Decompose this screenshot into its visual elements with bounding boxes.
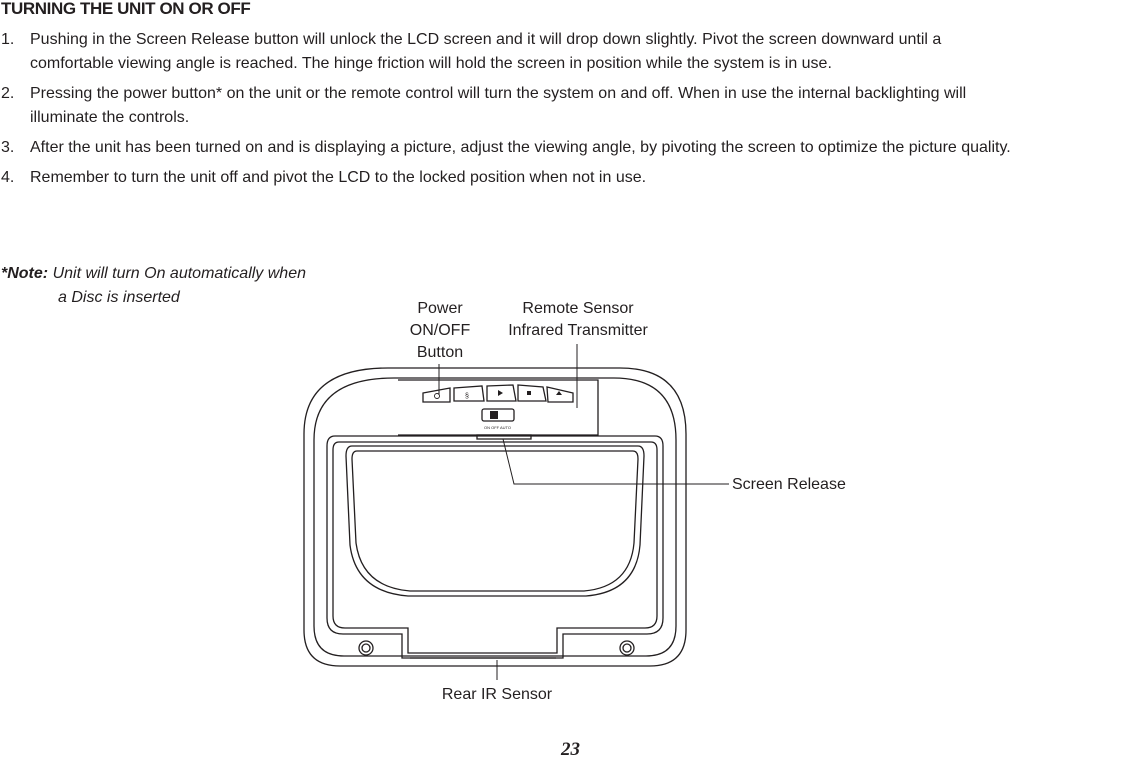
page-title: TURNING THE UNIT ON OR OFF <box>1 0 251 18</box>
note-line-2: a Disc is inserted <box>58 289 180 306</box>
step-number: 1. <box>1 31 15 48</box>
power-button <box>423 388 450 402</box>
screen-release-label: Screen Release <box>732 476 846 493</box>
step-text: After the unit has been turned on and is displaying a picture, adjust the viewing angle, by pivoting the screen to optimize the picture quality. <box>30 139 1011 156</box>
skip-button <box>454 386 484 401</box>
screen-frame-inner <box>333 442 657 653</box>
screen-frame <box>327 436 663 658</box>
note-label: *Note: <box>1 265 49 282</box>
lcd-window <box>346 446 644 596</box>
play-button <box>487 385 516 401</box>
housing-inner <box>314 378 676 656</box>
step-text: Pressing the power button* on the unit or the remote control will turn the system on and off. When in use the internal backlighting will illuminate the controls. <box>30 85 967 126</box>
stop-button <box>518 385 546 401</box>
power-button-label: Power ON/OFF Button <box>409 300 471 361</box>
svg-text:§: § <box>465 393 469 400</box>
page-number: 23 <box>561 739 580 760</box>
lcd-window-inner <box>352 451 638 591</box>
note-line-1: Unit will turn On automatically when <box>52 265 306 282</box>
eject-button <box>547 387 573 402</box>
screw-left <box>359 641 373 655</box>
step-text: Remember to turn the unit off and pivot the LCD to the locked position when not in use. <box>30 169 647 186</box>
remote-sensor-label: Remote Sensor Infrared Transmitter <box>508 300 648 339</box>
switch-label: ON OFF AUTO <box>484 425 512 430</box>
step-number: 2. <box>1 85 15 102</box>
rear-ir-sensor-label: Rear IR Sensor <box>441 686 553 703</box>
mode-switch <box>482 409 514 430</box>
screw-right <box>620 641 634 655</box>
step-text: Pushing in the Screen Release button will unlock the LCD screen and it will drop down slightly. Pivot the screen downward until a comfortable viewing angle is reached. The hinge friction will hold the screen in position while the system is in use. <box>30 31 942 72</box>
step-number: 4. <box>1 169 15 186</box>
step-number: 3. <box>1 139 15 156</box>
